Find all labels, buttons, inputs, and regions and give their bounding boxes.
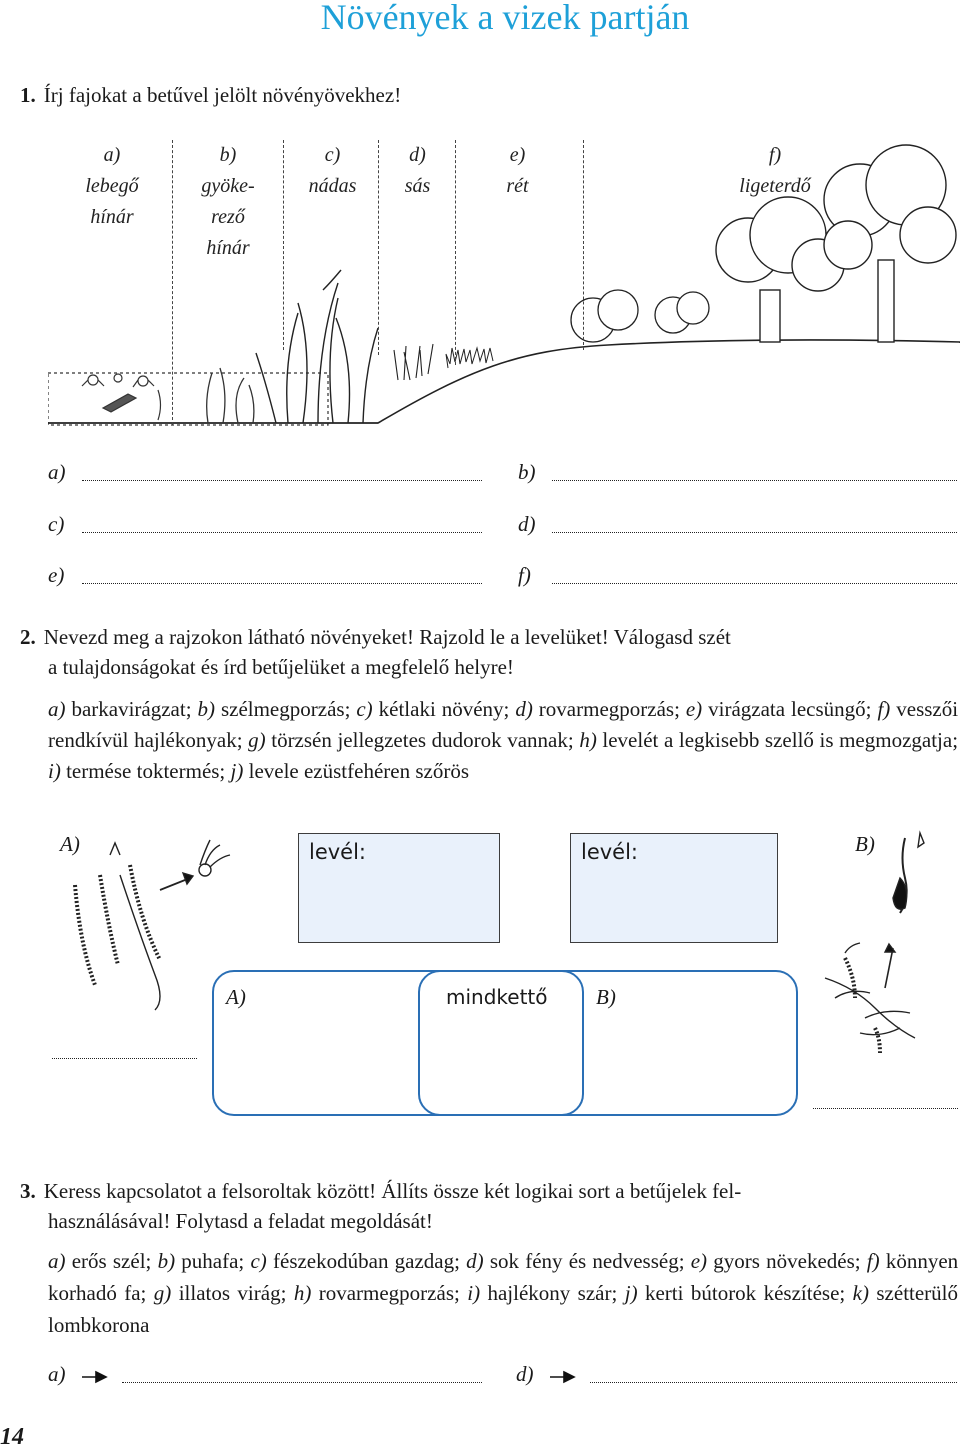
plant-a-label: A) — [60, 832, 80, 856]
answer-line-f[interactable] — [552, 583, 957, 584]
plant-a-name-line[interactable] — [52, 1058, 197, 1059]
zone-label-f: f) ligeterdő — [739, 144, 811, 197]
plant-b-label: B) — [855, 832, 875, 856]
task3-text-line1: Keress kapcsolatot a felsoroltak között! Állíts össze két logikai sort a betűjelek fel- — [43, 1179, 742, 1203]
task2-number: 2. — [20, 625, 36, 649]
answer-label-a: a) — [48, 460, 66, 484]
chain-start-a: a) — [48, 1362, 66, 1386]
page-title: Növények a vizek partján — [320, 0, 690, 37]
chain-line-d[interactable] — [590, 1382, 957, 1383]
leaf-box-b[interactable] — [570, 833, 778, 943]
task3-heading — [20, 1176, 741, 1206]
arrow-right-icon — [80, 1370, 110, 1384]
zone-label-b: b) gyöke- rező hínár — [201, 144, 255, 259]
arrow-right-icon — [548, 1370, 578, 1384]
zone-divider — [172, 140, 173, 425]
task2-text-line1: Nevezd meg a rajzokon látható növényeket! Rajzold le a levelüket! Válogasd szét — [43, 625, 731, 649]
task3-items: a) erős szél; b) puhafa; c) fészekodúban gazdag; d) sok fény és nedvesség; e) gyors növekedés; f) könnyen korhadó fa; g) illatos virág; h) rovarmegporzás; i) hajlékony szár; j) kerti bútorok készítése; k) szétterülő lombkorona — [48, 1249, 959, 1337]
task1-text: Írj fajokat a betűvel jelölt növényövekhez! — [43, 83, 402, 107]
zone-label-e: e) rét — [506, 144, 529, 197]
chain-line-a[interactable] — [122, 1382, 482, 1383]
answer-label-f: f) — [518, 563, 531, 587]
plant-b-name-line[interactable] — [813, 1108, 958, 1109]
venn-label-both: mindkettő — [446, 985, 548, 1009]
task2-properties: a) barkavirágzat; b) szélmegporzás; c) kétlaki növény; d) rovarmegporzás; e) virágzata lecsüngő; f) vesszői rendkívül hajlékonyak; g) törzsén jellegzetes dudorok vannak; h) levelét a legkisebb szellő is megmozgatja; i) termése toktermés; j) levele ezüstfehéren szőrös — [48, 697, 959, 783]
answer-label-e: e) — [48, 563, 65, 587]
zone-divider — [283, 140, 284, 350]
zone-label-a: a) lebegő hínár — [85, 144, 139, 228]
task2-text-line2: a tulajdonságokat és írd betűjelüket a megfelelő helyre! — [48, 655, 514, 679]
answer-line-b[interactable] — [552, 480, 957, 481]
page-number: 14 — [0, 1424, 24, 1450]
task3-text-line2: használásával! Folytasd a feladat megoldását! — [48, 1209, 433, 1233]
task2-heading — [20, 622, 731, 652]
chain-start-d: d) — [516, 1362, 534, 1386]
leaf-box-label: levél: — [309, 840, 367, 864]
answer-line-e[interactable] — [82, 583, 482, 584]
zone-divider — [455, 140, 456, 365]
zone-label-c: c) nádas — [308, 144, 357, 197]
answer-line-c[interactable] — [82, 532, 482, 533]
answer-label-d: d) — [518, 512, 536, 536]
task1-number: 1. — [20, 83, 36, 107]
task1-heading — [20, 80, 401, 110]
answer-label-b: b) — [518, 460, 536, 484]
poplar-catkin-drawing — [805, 828, 955, 1063]
leaf-box-a[interactable] — [298, 833, 500, 943]
zone-label-d: d) sás — [404, 144, 431, 197]
answer-line-d[interactable] — [552, 532, 957, 533]
answer-line-a[interactable] — [82, 480, 482, 481]
task3-number: 3. — [20, 1179, 36, 1203]
answer-label-c: c) — [48, 512, 65, 536]
venn-label-a: A) — [226, 985, 246, 1009]
venn-label-b: B) — [596, 985, 616, 1009]
zone-divider — [583, 140, 584, 350]
leaf-box-label: levél: — [581, 840, 639, 864]
